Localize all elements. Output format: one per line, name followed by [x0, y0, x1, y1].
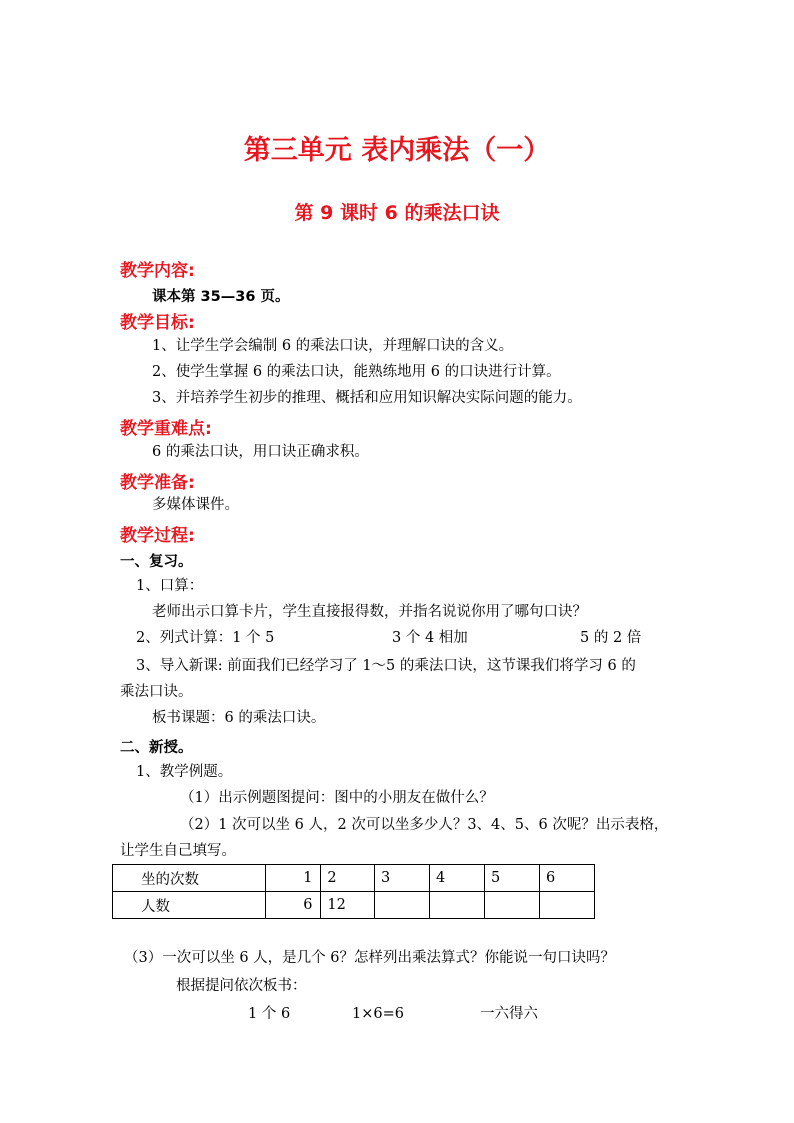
goal-item: 1、让学生学会编制 6 的乘法口诀，并理解口诀的含义。 [152, 338, 514, 354]
content-heading: 教学内容: [120, 261, 195, 281]
key-text: 6 的乘法口诀，用口诀正确求积。 [152, 444, 369, 460]
table-cell [374, 892, 429, 919]
prep-heading: 教学准备: [120, 473, 195, 493]
table-cell: 4 [429, 865, 484, 892]
content-text: 课本第 35—36 页。 [152, 289, 290, 305]
board-item: 一六得六 [480, 1006, 538, 1022]
table-row [113, 892, 595, 919]
board-intro: 根据提问依次板书： [176, 978, 307, 994]
newlesson-heading: 二、新授。 [120, 740, 193, 756]
goal-item: 2、使学生掌握 6 的乘法口诀，能熟练地用 6 的口诀进行计算。 [152, 364, 561, 380]
review-item: 3、导入新课: 前面我们已经学习了 1～5 的乘法口诀，这节课我们将学习 6 的 [136, 658, 636, 674]
table-cell: 坐的次数 [113, 865, 266, 892]
key-heading: 教学重难点: [120, 419, 212, 439]
review-item: 3 个 4 相加 [392, 630, 468, 646]
table-cell: 5 [484, 865, 539, 892]
review-item-text: 老师出示口算卡片，学生直接报得数，并指名说说你用了哪句口诀？ [152, 604, 587, 620]
table-cell: 6 [539, 865, 594, 892]
newlesson-item: 1、教学例题。 [136, 764, 233, 780]
table-cell: 6 [266, 892, 321, 919]
lesson-subtitle: 第 9 课时 6 的乘法口诀 [294, 202, 500, 224]
newlesson-sub: （3）一次可以坐 6 人，是几个 6？怎样列出乘法算式？你能说一句口诀吗？ [124, 950, 616, 966]
ride-count-table [112, 864, 595, 919]
newlesson-sub: 让学生自己填写。 [120, 843, 236, 859]
review-item: 5 的 2 倍 [580, 630, 642, 646]
review-item: 乘法口诀。 [120, 684, 193, 700]
table-cell: 2 [321, 865, 375, 892]
goal-item: 3、并培养学生初步的推理、概括和应用知识解决实际问题的能力。 [152, 390, 582, 406]
table-cell [539, 892, 594, 919]
newlesson-sub: （1）出示例题图提问：图中的小朋友在做什么？ [180, 790, 494, 806]
table-cell [484, 892, 539, 919]
table-cell: 人数 [113, 892, 266, 919]
board-item: 1×6=6 [352, 1006, 404, 1022]
newlesson-sub: （2）1 次可以坐 6 人，2 次可以坐多少人？3、4、5、6 次呢？出示表格， [180, 817, 669, 833]
table-cell: 3 [374, 865, 429, 892]
table-row [113, 865, 595, 892]
review-item: 2、列式计算：1 个 5 [136, 630, 275, 646]
table-cell: 12 [321, 892, 375, 919]
process-heading: 教学过程: [120, 526, 195, 546]
review-board: 板书课题：6 的乘法口诀。 [152, 710, 326, 726]
goals-heading: 教学目标: [120, 313, 195, 333]
page-title: 第三单元 表内乘法（一） [243, 135, 551, 166]
table-cell [429, 892, 484, 919]
board-item: 1 个 6 [248, 1006, 291, 1022]
table-cell: 1 [266, 865, 321, 892]
review-heading: 一、复习。 [120, 554, 193, 570]
review-item: 1、口算： [136, 578, 204, 594]
prep-text: 多媒体课件。 [152, 497, 239, 513]
